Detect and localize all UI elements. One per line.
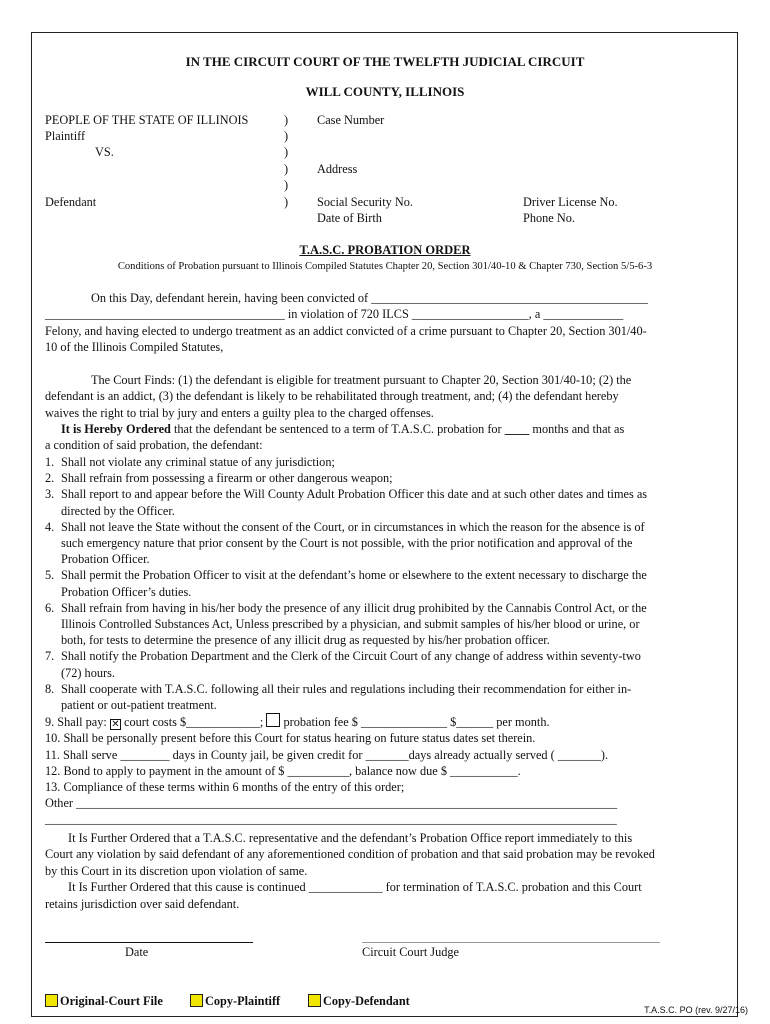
phone-label: Phone No. xyxy=(523,211,575,225)
condition-text: patient or out-patient treatment. xyxy=(61,698,217,713)
probation-fee-text: probation fee $ ______________ $______ per month. xyxy=(280,715,550,730)
intro-line: Felony, and having elected to undergo treatment as an addict convicted of a crime pursuant to Chapter 20, Section 301/40- xyxy=(45,324,647,338)
condition-item: 11. Shall serve ________ days in County jail, be given credit for _______days already actually served ( _______). xyxy=(45,747,609,762)
date-signature-line xyxy=(45,942,253,943)
defendant-label: Defendant xyxy=(45,195,97,209)
caption-paren: ) xyxy=(284,129,289,143)
condition-text: Probation Officer. xyxy=(61,552,150,567)
caption-paren: ) xyxy=(284,113,289,127)
condition-text: Illinois Controlled Substances Act, Unless prescribed by a physician, and submit samples of his/her blood or urine, or xyxy=(61,617,640,632)
condition-item xyxy=(45,454,732,470)
condition-number: 2. xyxy=(45,471,55,486)
judge-label: Circuit Court Judge xyxy=(362,945,460,959)
further-line: retains jurisdiction over said defendant. xyxy=(45,897,240,911)
findings-line: defendant is an addict, (3) the defendant is likely to be rehabilitated through treatment, and; (4) the defendant hereby xyxy=(45,389,619,403)
condition-text: Shall not leave the State without the consent of the Court, or in circumstances in which the reason for the absence is of xyxy=(61,519,645,534)
caption-paren: ) xyxy=(284,195,289,209)
county-heading: WILL COUNTY, ILLINOIS xyxy=(305,84,465,99)
condition-text: Shall notify the Probation Department and the Clerk of the Circuit Court of any change of address within seventy-two xyxy=(61,649,641,664)
payment-prefix: 9. Shall pay: xyxy=(45,715,110,730)
condition-text: directed by the Officer. xyxy=(61,503,175,518)
condition-text: Shall not violate any criminal statue of any jurisdiction; xyxy=(61,455,335,469)
vs-label: VS. xyxy=(95,145,114,159)
condition-text: both, for tests to determine the presence of any illicit drug as requested by his/her probation officer. xyxy=(61,633,550,648)
plaintiff-label: Plaintiff xyxy=(45,129,86,143)
condition-number: 4. xyxy=(45,519,55,534)
caption-paren: ) xyxy=(284,162,289,176)
intro-line: 10 of the Illinois Compiled Statutes, xyxy=(45,340,224,354)
findings-line: The Court Finds: (1) the defendant is eligible for treatment pursuant to Chapter 20, Section 301/40-10; (2) the xyxy=(91,373,632,387)
revision-label: T.A.S.C. PO (rev. 9/27/16) xyxy=(644,1005,748,1015)
condition-text: Shall cooperate with T.A.S.C. following all their rules and regulations including their recommendation for either in- xyxy=(61,681,632,696)
condition-text: (72) hours. xyxy=(61,665,115,680)
copy-plaintiff-label: Copy-Plaintiff xyxy=(205,994,281,1008)
ordered-bold: It is Hereby Ordered xyxy=(61,422,171,436)
condition-text: Shall report to and appear before the Will County Adult Probation Officer this date and at such other dates and times as xyxy=(61,487,648,502)
original-label: Original-Court File xyxy=(60,994,163,1008)
condition-number: 6. xyxy=(45,600,55,615)
other-line: _____________________________________________________________________________________________ xyxy=(45,812,617,827)
conditions-list xyxy=(45,454,732,828)
ordered-line xyxy=(61,422,624,437)
ordered-text: that the defendant be sentenced to a term of T.A.S.C. probation for xyxy=(170,422,505,436)
intro-line: _______________________________________ in violation of 720 ILCS ___________________, a _____________ xyxy=(45,307,624,321)
findings-line: waives the right to trial by jury and enters a guilty plea to the charged offenses. xyxy=(45,406,434,420)
condition-text: Probation Officer’s duties. xyxy=(61,584,192,599)
condition-number: 7. xyxy=(45,649,55,664)
further-line: by this Court in its discretion upon violation of same. xyxy=(45,864,308,878)
condition-item: 13. Compliance of these terms within 6 months of the entry of this order; xyxy=(45,780,405,795)
ordered-end: months and that as xyxy=(529,422,625,436)
condition-text: Shall refrain from possessing a firearm or other dangerous weapon; xyxy=(61,471,393,486)
caption-paren: ) xyxy=(284,145,289,159)
court-costs-checkbox[interactable]: ✕ xyxy=(111,719,120,731)
condition-number: 3. xyxy=(45,487,55,502)
condition-number: 8. xyxy=(45,681,55,696)
order-subtitle: Conditions of Probation pursuant to Illinois Compiled Statutes Chapter 20, Section 301/40-10 & Chapter 730, Section 5/5-6-3 xyxy=(117,261,653,272)
dob-label: Date of Birth xyxy=(317,211,382,225)
condition-item xyxy=(45,470,732,486)
condition-item: 10. Shall be personally present before this Court for status hearing on future status dates set therein. xyxy=(45,731,536,746)
ssn-label: Social Security No. xyxy=(317,195,413,209)
condition-text: Shall refrain from having in his/her body the presence of any illicit drug prohibited by the Cannabis Control Act, or the xyxy=(61,600,647,615)
copy-defendant xyxy=(308,994,410,1009)
condition-text: Shall permit the Probation Officer to visit at the defendant’s home or elsewhere to the extent necessary to discharge the xyxy=(61,568,647,583)
condition-number: 5. xyxy=(45,568,55,583)
further-line: Court any violation by said defendant of any aforementioned condition of probation and that said probation may be revoked xyxy=(45,847,655,861)
address-label: Address xyxy=(317,162,358,176)
copy-plaintiff xyxy=(190,994,280,1009)
original-court-file xyxy=(45,994,163,1009)
further-line: It Is Further Ordered that this cause is continued ____________ for termination of T.A.S.C. probation and this Court xyxy=(68,880,642,894)
intro-line: On this Day, defendant herein, having been convicted of _____________________________________________ xyxy=(91,291,648,305)
condition-item: 12. Bond to apply to payment in the amount of $ __________, balance now due $ ___________. xyxy=(45,763,521,778)
condition-item xyxy=(45,486,732,518)
condition-item xyxy=(45,567,732,599)
order-title: T.A.S.C. PROBATION ORDER xyxy=(299,243,471,257)
copy-defendant-label: Copy-Defendant xyxy=(323,994,410,1008)
judge-signature-line xyxy=(362,942,660,943)
probation-fee-checkbox[interactable] xyxy=(266,713,280,727)
condition-number: 1. xyxy=(45,455,55,469)
condition-text: such emergency nature that prior consent by the Court is not possible, with the prior notification and approval of the xyxy=(61,536,633,551)
date-label: Date xyxy=(125,945,149,959)
months-blank: ____ xyxy=(504,422,530,436)
condition-item xyxy=(45,519,732,568)
condition-item xyxy=(45,600,732,649)
yellow-box-icon xyxy=(45,994,58,1007)
yellow-box-icon xyxy=(190,994,203,1007)
court-costs-text: court costs $____________; xyxy=(120,715,267,730)
court-heading: IN THE CIRCUIT COURT OF THE TWELFTH JUDICIAL CIRCUIT xyxy=(185,54,585,69)
case-number-label: Case Number xyxy=(317,113,385,127)
payment-line xyxy=(45,713,732,730)
yellow-box-icon xyxy=(308,994,321,1007)
plaintiff-party: PEOPLE OF THE STATE OF ILLINOIS xyxy=(45,113,249,127)
other-line: Other ________________________________________________________________________________________ xyxy=(45,796,618,811)
condition-item xyxy=(45,648,732,680)
condition-item xyxy=(45,681,732,713)
findings-line: a condition of said probation, the defendant: xyxy=(45,438,263,452)
further-line: It Is Further Ordered that a T.A.S.C. representative and the defendant’s Probation Office report immediately to this xyxy=(68,831,633,845)
caption-paren: ) xyxy=(284,178,289,192)
driver-license-label: Driver License No. xyxy=(523,195,618,209)
